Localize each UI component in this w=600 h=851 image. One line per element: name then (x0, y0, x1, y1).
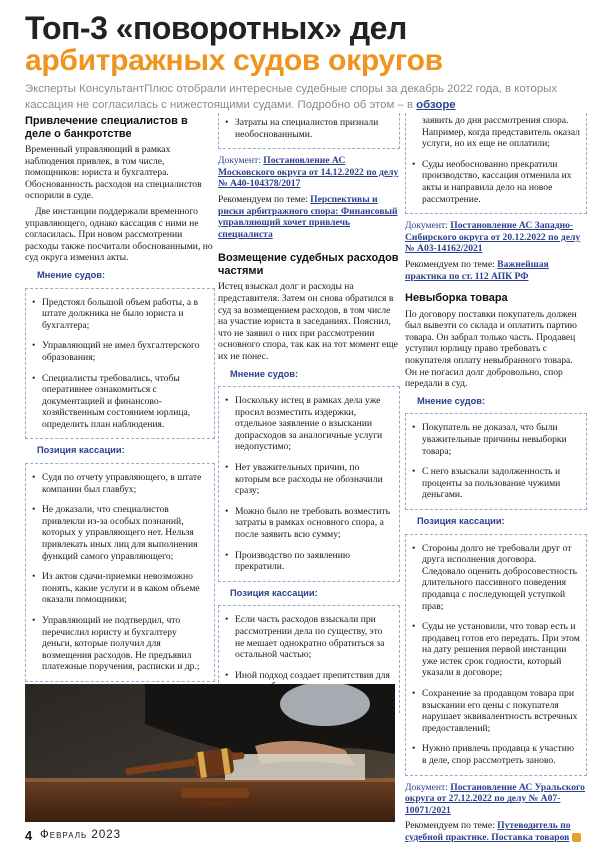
recommendation-label: Рекомендуем по теме: (405, 820, 498, 832)
recommendation (405, 820, 587, 843)
shirt-collar-shape (280, 684, 370, 726)
section-heading-goods: Невыборка товара (405, 292, 508, 305)
recommendation-label: Рекомендуем по теме: (218, 193, 311, 205)
list-item: • Можно было не требовать возместить затраты в рамках основного спора, а после заявить всю сумму; (225, 506, 393, 541)
page-number: 4 (25, 828, 33, 843)
list-item: • Сохранение за продавцом товара при взыскании его цены с покупателя нарушает эквивалентность встречных предоставлений; (412, 688, 580, 734)
lower-courts-label: Мнение судов: (37, 269, 106, 280)
column-2 (218, 113, 400, 719)
column-3 (405, 113, 587, 848)
column-1 (25, 115, 215, 688)
list-item: • Не доказали, что специалистов привлекли из-за особых познаний, которых у управляющего нет. Нельзя привлекать иных лиц для выполнения функций самого управляющего; (32, 504, 208, 562)
document-label: Документ: (405, 781, 451, 793)
cassation-label: Позиция кассации: (230, 587, 318, 598)
article-title-line1: Топ-3 «поворотных» дел (25, 10, 407, 46)
judge-gavel-illustration (25, 684, 395, 822)
review-link[interactable]: обзоре (416, 99, 456, 111)
list-item: • Нужно привлечь продавца к участию в деле, спор рассмотреть заново. (412, 743, 580, 766)
consultant-logo-icon (572, 833, 581, 842)
lead-paragraph (25, 81, 585, 113)
document-link[interactable]: Постановление АС Московского округа от 14.12.2022 по делу № А40-104378/2017 (218, 155, 399, 190)
recommendation (405, 259, 587, 282)
list-item: • Если часть расходов взыскали при рассмотрении дела по существу, это не мешает однократно обратиться за остальной частью; (225, 614, 393, 660)
paragraph: Две инстанции поддержали временного управляющего, однако кассация с ними не согласилась. При новом рассмотрении расходы также посчитали обоснованными, но суд округа изменил акты. (25, 205, 213, 264)
lower-courts-list (405, 413, 587, 510)
section-heading-bankruptcy: Привлечение специалистов в деле о банкротстве (25, 115, 188, 140)
document-reference (405, 782, 587, 817)
cassation-list (405, 534, 587, 776)
list-item: • Покупатель не доказал, что были уважительные причины невыборки товара; (412, 422, 580, 457)
lower-courts-label: Мнение судов: (417, 395, 486, 406)
list-item: • Производство по заявлению прекратили. (225, 550, 393, 573)
document-label: Документ: (218, 155, 264, 167)
list-item: • Судя по отчету управляющего, в штате компании был главбух; (32, 472, 208, 495)
list-item: • Стороны долго не требовали друг от друга исполнения договора. Следовало оценить добросовестность длительного пассивного поведения продавца с последующей уступкой прав; (412, 543, 580, 613)
list-item: • Суды необоснованно прекратили производство, кассация отменила их акты и направила дело на новое рассмотрение. (412, 159, 580, 205)
document-reference (218, 155, 400, 190)
lead-text: Эксперты КонсультантПлюс отобрали интересные судебные споры за декабрь 2022 года, в которых кассация не согласилась с нижестоящими судами. Подробно об этом – в (25, 83, 558, 111)
document-label: Документ: (405, 220, 451, 232)
recommendation-link[interactable]: Перспективы и риски арбитражного спора: Финансовый управляющий хочет привлечь специалиста (218, 193, 398, 240)
article-title-line2: арбитражных судов округов (25, 44, 443, 77)
paragraph: По договору поставки покупатель должен был вывезти со склада и оплатить партию товара. Он забрал только часть. Продавец уступил юрлицу право требовать с покупателя оплату невыбранного товара. Он не погасил долг добровольно, спор передали в суд. (405, 308, 577, 390)
recommendation-label: Рекомендуем по теме: (405, 258, 498, 270)
lower-courts-label: Мнение судов: (230, 368, 299, 379)
list-item: • Специалисты требовались, чтобы оперативнее ознакомиться с документацией и финансово-хозяйственным состоянием юрлица, определить план наблюдения. (32, 373, 208, 431)
cassation-label: Позиция кассации: (417, 515, 505, 526)
document-reference (405, 220, 587, 255)
list-item: • Затраты на специалистов признали необоснованными. (225, 117, 393, 140)
recommendation-link[interactable]: Важнейшая практика по ст. 112 АПК РФ (405, 258, 549, 282)
list-item-continued: заявить до дня рассмотрения спора. Например, когда представитель оказал услуги, но их еще не оплатили; (422, 115, 580, 150)
paragraph: Истец взыскал долг и расходы на представителя. Затем он снова обратился в суд за возмещением расходов, в том числе на участие юриста в заседаниях. Пояснил, что не заявил о них при рассмотрении основного спора, так как на тот момент еще их не понес. (218, 281, 398, 362)
cassation-list (25, 463, 215, 682)
cassation-list-continued (405, 113, 587, 214)
paragraph: Временный управляющий в рамках наблюдения привлек, в том числе, помощников: юриста и бухгалтера. Обоснованность расходов на специалистов оспорили в суде. (25, 144, 202, 202)
list-item: • Иной подход создает препятствия для (225, 670, 393, 705)
list-item: • Суды не установили, что товар есть и продавец готов его передать. При этом на дату решения первой инстанции уже истек срок годности, который указали в договоре; (412, 621, 580, 679)
document-link[interactable]: Постановление АС Уральского округа от 27.12.2022 по делу № А07-10071/2021 (405, 781, 585, 816)
list-item: • Управляющий не имел бухгалтерского образования; (32, 340, 208, 363)
issue-date: Февраль 2023 (40, 829, 122, 841)
list-item: • Предстоял большой объем работы, а в штате должника не было юриста и бухгалтера; (32, 297, 208, 332)
cassation-label: Позиция кассации: (37, 445, 125, 456)
section-heading-expenses: Возмещение судебных расходов частями (218, 252, 399, 277)
cassation-list-continued (218, 113, 400, 149)
list-item: • Управляющий не подтвердил, что перечислил юристу и бухгалтеру деньги, которые получил для возмещения расходов. Не предъявил платежные поручения, расписки и др.; (32, 615, 208, 673)
list-item: • Нет уважительных причин, по которым все расходы не обозначили сразу; (225, 462, 393, 497)
list-item: • Поскольку истец в рамках дела уже просил возместить издержки, отдельное заявление о взыскании допрасходов за аналогичные услуги недопустимо; (225, 395, 393, 453)
list-item: • Из актов сдачи-приемки невозможно понять, какие услуги и в каком объеме оказали помощники; (32, 571, 208, 606)
recommendation-link[interactable]: Путеводитель по судебной практике. Поставка товаров (405, 820, 571, 843)
judge-gavel-photo (25, 684, 395, 822)
lower-courts-list (218, 386, 400, 582)
list-item: • С него взыскали задолженность и проценты за пользование чужими деньгами. (412, 466, 580, 501)
lower-courts-list (25, 288, 215, 440)
document-link[interactable]: Постановление АС Западно-Сибирского округа от 20.12.2022 по делу № А03-14162/2021 (405, 220, 581, 255)
recommendation (218, 194, 400, 240)
documents-shape (225, 754, 365, 780)
